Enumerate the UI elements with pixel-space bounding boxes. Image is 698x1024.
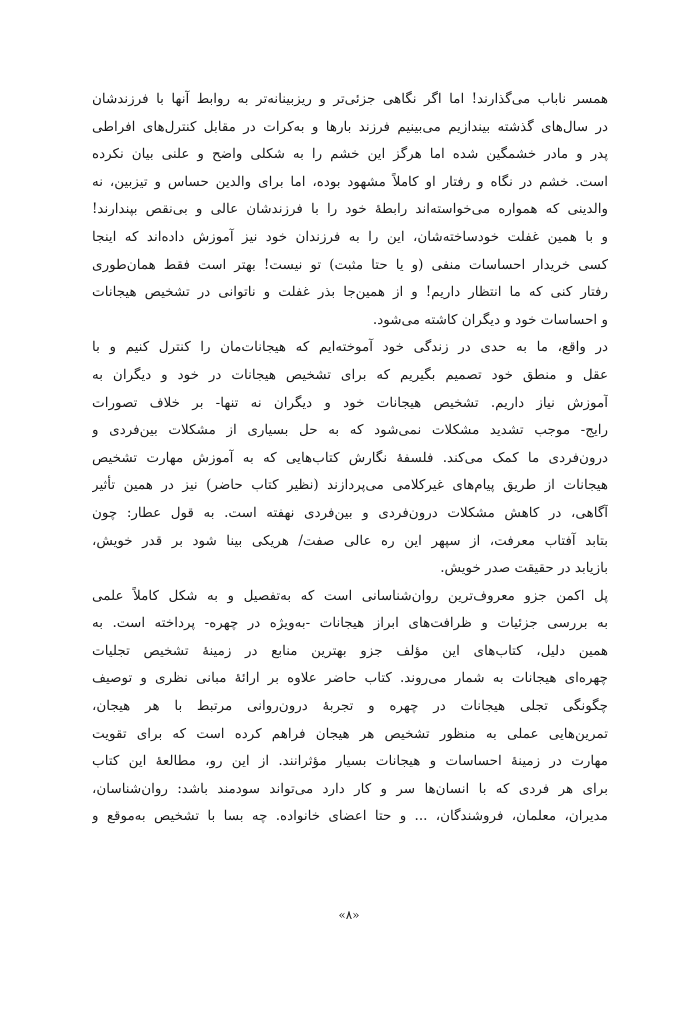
text-line: برای هر فردی که با انسان‌ها سر و کار دارد می‌تواند سودمند باشد: روان‌شناسان، [92,780,608,797]
text-line: درون‌فردی ما کمک می‌کند. فلسفهٔ نگارش کتاب‌هایی که به آموزش مهارت تشخیص [92,449,608,466]
text-line: آموزش نیاز داریم. تشخیص هیجانات خود و دیگران نه تنها- بر خلاف تصورات [92,394,608,411]
text-line: پدر و مادر خشمگین شده اما هرگز این خشم را به شکلی واضح و علنی بیان نکرده [92,146,608,163]
page-number: «۸» [338,908,360,922]
text-line: والدینی که همواره می‌خواسته‌اند رابطهٔ خود را با فرزندشان عالی و بی‌نقص بپندارند! [92,201,608,218]
text-line: چگونگی تجلی هیجانات در چهره و تجربهٔ درون‌روانی مرتبط با هر هیجان، [92,698,608,715]
text-line: مدیران، معلمان، فروشندگان، ... و حتا اعضای خانواده. چه بسا با تشخیص به‌موقع و [92,808,608,825]
text-line: پل اکمن جزو معروف‌ترین روان‌شناسانی است که به‌تفصیل و به شکل کاملاً علمی [92,587,608,604]
text-line: رایج- موجب تشدید مشکلات نمی‌شود که به حل بسیاری از مشکلات بین‌فردی و [92,422,608,439]
text-line: به بررسی جزئیات و ظرافت‌های ابراز هیجانات -به‌ویژه در چهره- پرداخته است. به [92,615,608,632]
text-line: بتابد آفتاب معرفت، از سپهر این ره عالی صفت/ هریکی بینا شود بر قدر خویش، [92,532,608,549]
text-line: عقل و منطق خود تصمیم بگیریم که برای تشخیص هیجانات در خود و دیگران به [92,366,608,383]
text-line: بازیابد در حقیقت صدر خویش. [440,560,608,577]
text-line: کسی خریدار احساسات منفی (و یا حتا مثبت) تو نیست! بهتر است فقط همان‌طوری [92,256,608,273]
text-line: مهارت در زمینهٔ احساسات و هیجانات بسیار مؤثرانند. از این رو، مطالعهٔ این کتاب [92,753,608,770]
text-line: تمرین‌هایی عملی به منظور تشخیص هر هیجان فراهم کرده است که برای تقویت [92,725,608,742]
text-line: هیجانات از طریق پیام‌های غیرکلامی می‌پردازند (نظیر کتاب حاضر) نیز در همین تأثیر [92,477,608,494]
text-line: آگاهی، در کاهش مشکلات درون‌فردی و بین‌فردی نهفته است. به قول عطار: چون [92,504,608,521]
paragraph-3 [92,583,608,831]
text-line: در واقع، ما به حدی در زندگی خود آموخته‌ایم که هیجانات‌مان را کنترل کنیم و با [92,339,608,356]
text-line: و احساسات خود و دیگران کاشته می‌شود. [372,311,608,328]
body-text [92,86,608,831]
paragraph-2 [92,334,608,582]
text-line: همین دلیل، کتاب‌های این مؤلف جزو بهترین منابع در زمینهٔ تشخیص تجلیات [92,642,608,659]
text-line: و با همین غفلت خودساخته‌شان، این را به فرزندان خود نیز آموزش داده‌اند که اینجا [92,228,608,245]
text-line: همسر ناباب می‌گذارند! اما اگر نگاهی جزئی‌تر و ریزبینانه‌تر به روابط آنها با فرزندشان [92,91,608,107]
text-line: چهره‌ای هیجانات به شمار می‌روند. کتاب حاضر علاوه بر ارائهٔ مبانی نظری و توصیف [92,670,608,687]
text-line: است. خشم در نگاه و رفتار او کاملاً مشهود بوده، اما برای والدین حساس و تیزبین، نه [92,173,608,190]
text-line: در سال‌های گذشته بیندازیم می‌بینیم فرزند بارها و به‌کرات در مقابل کنترل‌های افراطی [92,118,608,135]
text-line: رفتار کنی که ما انتظار داریم! و از همین‌جا بذر غفلت و ناتوانی در تشخیص هیجانات [92,284,608,301]
paragraph-1 [92,86,608,334]
